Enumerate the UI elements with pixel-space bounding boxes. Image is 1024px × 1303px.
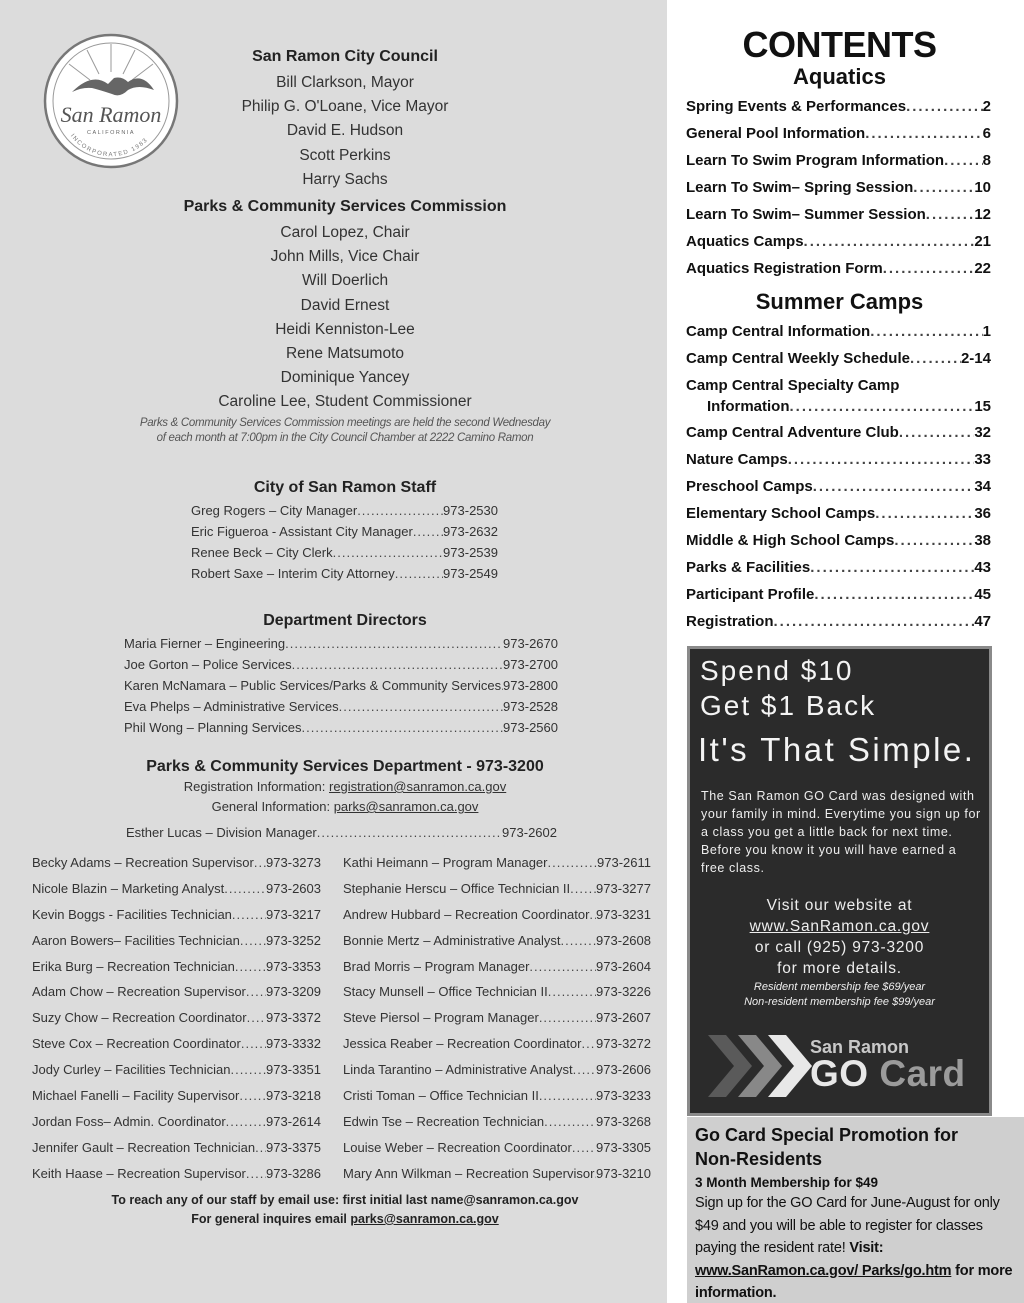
phone-number: 973-2528 (503, 699, 558, 714)
phone-number: 973-2604 (596, 958, 651, 974)
phone-number: 973-2800 (503, 678, 558, 693)
toc-entry[interactable] (686, 345, 991, 372)
dot-leader (224, 876, 266, 902)
phone-number: 973-3268 (596, 1113, 651, 1129)
commission-meeting-note (40, 416, 650, 446)
registration-label: Registration Information: (183, 779, 329, 794)
ad-line-1: Spend $10 (700, 655, 854, 686)
phone-number: 973-2539 (443, 545, 498, 560)
staff-name: Greg Rogers – City Manager (191, 503, 358, 518)
dot-leader (581, 1031, 596, 1057)
promo-body (695, 1192, 1016, 1303)
dot-leader (539, 1083, 596, 1109)
directory-row (343, 1083, 651, 1109)
directory-row (343, 1109, 651, 1135)
staff-name: Louise Weber – Recreation Coordinator (343, 1139, 572, 1155)
aquatics-title: Aquatics (793, 64, 886, 89)
directory-row (32, 1083, 321, 1109)
council-members (40, 71, 650, 192)
promo-body-text: Sign up for the GO Card for June-August for only $49 and you will be able to register for classes paying the resident rate! (695, 1195, 1000, 1256)
staff-name: Suzy Chow – Recreation Coordinator (32, 1010, 247, 1026)
council-member: Scott Perkins (299, 146, 391, 164)
toc-entry[interactable] (686, 147, 991, 174)
toc-page: 36 (974, 505, 991, 522)
directory-row (343, 1057, 651, 1083)
email-format-note: To reach any of our staff by email use: first initial last name@sanramon.ca.gov (111, 1193, 579, 1207)
staff-name: Stephanie Herscu – Office Technician II (343, 880, 571, 896)
toc-label: General Pool Information (686, 125, 866, 142)
staff-name: Mary Ann Wilkman – Recreation Supervisor (343, 1165, 595, 1181)
directory-row (32, 1135, 321, 1161)
toc-page: 21 (974, 233, 991, 250)
staff-name: Stacy Munsell – Office Technician II (343, 984, 548, 1000)
visit-text: Visit our website at (766, 897, 913, 914)
promo-subtitle: 3 Month Membership for $49 (695, 1175, 879, 1190)
general-email-link[interactable]: parks@sanramon.ca.gov (333, 799, 479, 814)
staff-name: Nicole Blazin – Marketing Analyst (32, 880, 225, 896)
toc-entry[interactable] (686, 608, 991, 635)
phone-number: 973-3375 (266, 1139, 321, 1155)
logo-go: GO (810, 1053, 869, 1094)
directory-row (343, 1005, 651, 1031)
phone-number: 973-3218 (266, 1088, 321, 1104)
toc-entry[interactable] (686, 581, 991, 608)
dot-leader (894, 527, 974, 554)
staff-name: Joe Gorton – Police Services (124, 657, 292, 672)
dot-leader (790, 396, 975, 417)
staff-name: Andrew Hubbard – Recreation Coordinator (343, 906, 590, 922)
resident-fee: Resident membership fee $69/year (753, 981, 926, 993)
commission-members (40, 221, 650, 415)
general-label: General Information: (211, 799, 334, 814)
staff-name: Erika Burg – Recreation Technician (32, 958, 235, 974)
dot-leader (247, 1005, 266, 1031)
dot-leader (774, 608, 975, 635)
council-member: Bill Clarkson, Mayor (276, 74, 414, 91)
dot-leader (875, 500, 974, 527)
commission-member: Dominique Yancey (280, 369, 410, 387)
toc-entry[interactable] (686, 93, 991, 120)
department-title: Parks & Community Services Department - 973-3200 (146, 758, 544, 775)
toc-page: 22 (974, 260, 991, 277)
toc-entry[interactable] (686, 174, 991, 201)
go-card-ad (687, 646, 992, 1116)
toc-label: Learn To Swim Program Information (686, 152, 945, 169)
toc-entry[interactable] (686, 473, 991, 500)
toc-entry[interactable] (686, 527, 991, 554)
phone-number: 973-2549 (443, 566, 498, 581)
staff-list (191, 500, 498, 584)
dot-leader (255, 1135, 266, 1161)
staff-name: Becky Adams – Recreation Supervisor (32, 855, 254, 870)
council-member: Harry Sachs (302, 170, 388, 188)
staff-name: Michael Fanelli – Facility Supervisor (32, 1088, 240, 1104)
toc-page: 1 (982, 323, 991, 340)
directory-row (343, 876, 651, 902)
staff-name: Karen McNamara – Public Services/Parks & Community Services (124, 678, 502, 693)
dot-leader (317, 825, 502, 840)
dot-leader (814, 581, 974, 608)
toc-entry[interactable] (686, 318, 991, 345)
toc-entry[interactable] (686, 446, 991, 473)
dot-leader (804, 228, 975, 255)
dot-leader (226, 1109, 266, 1135)
directors-list (124, 633, 558, 738)
phone-number: 973-2606 (596, 1062, 651, 1078)
svg-text:INCORPORATED 1983: INCORPORATED 1983 (68, 133, 150, 159)
toc-label: Aquatics Registration Form (686, 260, 883, 277)
department-contacts (40, 777, 650, 817)
dot-leader (285, 633, 503, 654)
toc-label: Camp Central Information (686, 323, 871, 340)
dot-leader (548, 979, 596, 1005)
promo-box (687, 1117, 1024, 1303)
staff-name: Bonnie Mertz – Administrative Analyst (343, 932, 561, 948)
staff-name: Jennifer Gault – Recreation Technician (32, 1139, 256, 1155)
dot-leader (572, 1135, 596, 1161)
dot-leader (292, 654, 503, 675)
toc-page: 10 (974, 179, 991, 196)
toc-page: 6 (982, 125, 991, 142)
commission-member: Will Doerlich (301, 272, 389, 290)
dot-leader (539, 1005, 596, 1031)
go-card-description: The San Ramon GO Card was designed with your family in mind. Everytime you sign up for a class you get a little back for next time. Before you know it you will have earned a free class. (701, 789, 981, 875)
go-card-logo-city: San Ramon (810, 1037, 910, 1057)
general-inquiries (40, 1212, 650, 1226)
toc-entry[interactable] (686, 228, 991, 255)
phone-number: 973-3252 (266, 932, 321, 948)
staff-name: Brad Morris – Program Manager (343, 958, 530, 974)
ad-line-3: It's That Simple. (698, 731, 976, 768)
promo-visit-label: Visit: (849, 1240, 884, 1256)
commission-member: John Mills, Vice Chair (270, 248, 420, 266)
toc-label: Learn To Swim– Summer Session (686, 206, 926, 223)
call-text: or call (925) 973-3200 (754, 939, 925, 956)
phone-number: 973-2530 (443, 503, 498, 518)
phone-number: 973-3231 (596, 906, 651, 922)
directory-row (191, 542, 498, 563)
staff-name: Maria Fierner – Engineering (124, 636, 286, 651)
directory-row (32, 1109, 321, 1135)
phone-number: 973-2607 (596, 1010, 651, 1026)
staff-name: Linda Tarantino – Administrative Analyst (343, 1062, 573, 1078)
phone-number: 973-2608 (596, 932, 651, 948)
contents-title: CONTENTS (742, 24, 937, 65)
camps-toc (686, 318, 991, 372)
toc-label: Participant Profile (686, 586, 815, 603)
specialty-camp-entry[interactable] (686, 375, 991, 417)
staff-name: Aaron Bowers– Facilities Technician (32, 932, 240, 948)
dot-leader (240, 928, 266, 954)
details-text: for more details. (777, 960, 902, 977)
toc-label: Elementary School Camps (686, 505, 876, 522)
phone-number: 973-3332 (266, 1036, 321, 1052)
phone-number: 973-3226 (596, 984, 651, 1000)
dot-leader (865, 120, 982, 147)
note-line: Parks & Community Services Commission meetings are held the second Wednesday (139, 417, 551, 429)
staff-name: Kevin Boggs - Facilities Technician (32, 906, 232, 922)
dot-leader (906, 93, 983, 120)
toc-entry[interactable] (686, 500, 991, 527)
staff-column-left (32, 850, 321, 1187)
phone-number: 973-3210 (596, 1165, 651, 1181)
toc-label: Learn To Swim– Spring Session (686, 179, 914, 196)
staff-name: Phil Wong – Planning Services (124, 720, 302, 735)
dot-leader (302, 717, 504, 738)
svg-text:CALIFORNIA: CALIFORNIA (86, 130, 136, 136)
directory-row (32, 1031, 321, 1057)
dot-leader (883, 255, 975, 282)
directory-row (126, 825, 557, 840)
directory-row (343, 1161, 651, 1187)
directory-row (343, 850, 651, 876)
toc-label: Nature Camps (686, 451, 788, 468)
staff-name: Eric Figueroa - Assistant City Manager (191, 524, 413, 539)
dot-leader (548, 850, 598, 876)
phone-number: 973-3305 (596, 1139, 651, 1155)
council-member: Philip G. O'Loane, Vice Mayor (241, 98, 449, 116)
general-info (40, 797, 650, 817)
phone-number: 973-3209 (266, 984, 321, 1000)
staff-name: Esther Lucas – Division Manager (126, 825, 317, 840)
toc-page: 33 (974, 451, 991, 468)
toc-label: Aquatics Camps (686, 233, 804, 250)
council-title: San Ramon City Council (252, 48, 438, 65)
toc-page: 32 (974, 424, 991, 441)
dot-leader (573, 1057, 596, 1083)
general-inquiries-label: For general inquires email (191, 1212, 351, 1226)
directory-row (124, 696, 558, 717)
directory-row (32, 928, 321, 954)
dot-leader (333, 542, 443, 563)
camps-toc-more (686, 419, 991, 635)
phone-number: 973-3277 (596, 880, 651, 896)
directory-row (124, 633, 558, 654)
staff-name: Jordan Foss– Admin. Coordinator (32, 1113, 226, 1129)
staff-name: Steve Piersol – Program Manager (343, 1010, 539, 1026)
toc-entry[interactable] (686, 120, 991, 147)
note-line: of each month at 7:00pm in the City Council Chamber at 2222 Camino Ramon (156, 432, 534, 444)
phone-number: 973-3353 (266, 958, 321, 974)
toc-entry[interactable] (686, 554, 991, 581)
toc-page: 45 (974, 586, 991, 603)
dot-leader (232, 902, 266, 928)
council-member: David E. Hudson (286, 122, 404, 140)
staff-name: Adam Chow – Recreation Supervisor (32, 984, 246, 1000)
phone-number: 973-2614 (266, 1113, 321, 1129)
phone-number: 973-2632 (443, 524, 498, 539)
phone-number: 973-2670 (503, 636, 558, 651)
phone-number: 973-3286 (266, 1165, 321, 1181)
toc-page: 43 (974, 559, 991, 576)
dot-leader (230, 1057, 266, 1083)
toc-page: 8 (982, 152, 991, 169)
directory-row (191, 563, 498, 584)
staff-name: Eva Phelps – Administrative Services (124, 699, 339, 714)
phone-number: 973-2603 (266, 880, 321, 896)
aquatics-toc (686, 93, 991, 282)
dot-leader (239, 1083, 266, 1109)
phone-number: 973-3217 (266, 906, 321, 922)
phone-number: 973-2611 (597, 855, 651, 870)
directory-row (124, 654, 558, 675)
dot-leader (246, 1161, 266, 1187)
staff-name: Steve Cox – Recreation Coordinator (32, 1036, 241, 1052)
promo-link[interactable]: www.SanRamon.ca.gov/ Parks/go.htm (695, 1262, 952, 1279)
directory-row (32, 1057, 321, 1083)
toc-entry[interactable] (686, 255, 991, 282)
toc-page: 47 (974, 613, 991, 630)
staff-name: Renee Beck – City Clerk (191, 545, 333, 560)
dot-leader (529, 954, 596, 980)
dot-leader (254, 850, 266, 876)
toc-label: Spring Events & Performances (686, 98, 907, 115)
directory-row (32, 850, 321, 876)
toc-label: Registration (686, 613, 774, 630)
directory-row (343, 979, 651, 1005)
toc-label: Camp Central Adventure Club (686, 424, 899, 441)
directory-row (32, 979, 321, 1005)
toc-page: 2 (982, 98, 991, 115)
directory-row (191, 500, 498, 521)
toc-label: Camp Central Weekly Schedule (686, 350, 910, 367)
staff-name: Robert Saxe – Interim City Attorney (191, 566, 395, 581)
commission-member: Rene Matsumoto (285, 345, 405, 363)
directory-row (32, 902, 321, 928)
staff-title: City of San Ramon Staff (253, 479, 437, 496)
promo-title-line: Go Card Special Promotion for (695, 1125, 959, 1145)
contents-panel (667, 0, 1024, 1303)
dot-leader (870, 318, 982, 345)
directory-row (191, 521, 498, 542)
phone-number: 973-3372 (266, 1010, 321, 1026)
toc-page: 34 (974, 478, 991, 495)
website-link[interactable] (690, 916, 989, 937)
dot-leader (235, 954, 266, 980)
dot-leader (246, 979, 266, 1005)
go-card-logo-wordmark (810, 1053, 966, 1095)
dot-leader (926, 201, 975, 228)
dot-leader (913, 174, 974, 201)
directory-row (124, 717, 558, 738)
dot-leader (788, 446, 975, 473)
summer-camps-title: Summer Camps (755, 289, 924, 314)
registration-email-link[interactable]: registration@sanramon.ca.gov (329, 779, 507, 794)
dot-leader (357, 500, 443, 521)
toc-label: Middle & High School Camps (686, 532, 895, 549)
toc-page: 2-14 (960, 350, 991, 367)
staff-name: Cristi Toman – Office Technician II (343, 1088, 539, 1104)
toc-page: 15 (974, 398, 991, 415)
phone-number: 973-3233 (596, 1088, 651, 1104)
division-manager (126, 825, 557, 840)
toc-label: Camp Central Specialty Camp (686, 377, 900, 394)
dot-leader (544, 1109, 596, 1135)
staff-name: Kathi Heimann – Program Manager (343, 855, 548, 870)
website-url[interactable]: www.SanRamon.ca.gov (749, 918, 930, 935)
directory-row (343, 1031, 651, 1057)
directors-title: Department Directors (263, 612, 427, 629)
commission-member: David Ernest (300, 296, 390, 314)
registration-info (40, 777, 650, 797)
dot-leader (813, 473, 975, 500)
phone-number: 973-2560 (503, 720, 558, 735)
directory-row (343, 954, 651, 980)
staff-name: Edwin Tse – Recreation Technician (343, 1113, 545, 1129)
dot-leader (561, 928, 597, 954)
staff-name: Keith Haase – Recreation Supervisor (32, 1165, 246, 1181)
toc-label: Information (707, 398, 790, 415)
commission-member: Carol Lopez, Chair (280, 224, 410, 241)
ad-line-2: Get $1 Back (700, 690, 877, 721)
phone-number: 973-3273 (266, 855, 321, 870)
directory-row (32, 876, 321, 902)
dot-leader (570, 876, 596, 902)
toc-label: Preschool Camps (686, 478, 813, 495)
dot-leader (944, 147, 983, 174)
svg-text:San Ramon: San Ramon (60, 102, 162, 127)
toc-entry (686, 396, 991, 417)
promo-title (695, 1123, 1016, 1171)
toc-page: 12 (974, 206, 991, 223)
toc-page: 38 (974, 532, 991, 549)
dot-leader (589, 902, 596, 928)
directory-row (343, 1135, 651, 1161)
phone-number: 973-2700 (503, 657, 558, 672)
phone-number: 973-3351 (266, 1062, 321, 1078)
directory-row (32, 1161, 321, 1187)
logo-card: Card (868, 1053, 966, 1094)
general-inquiries-link[interactable]: parks@sanramon.ca.gov (350, 1212, 499, 1226)
directory-row (343, 902, 651, 928)
dot-leader (413, 521, 443, 542)
toc-entry[interactable] (686, 201, 991, 228)
dot-leader (241, 1031, 266, 1057)
directory-row (343, 928, 651, 954)
phone-number: 973-2602 (502, 825, 557, 840)
dot-leader (339, 696, 503, 717)
directory-row (32, 954, 321, 980)
commission-member: Caroline Lee, Student Commissioner (218, 393, 472, 411)
directory-row (124, 675, 558, 696)
promo-title-line: Non-Residents (695, 1149, 823, 1169)
staff-column-right (343, 850, 651, 1187)
toc-entry[interactable] (686, 419, 991, 446)
dot-leader (395, 563, 443, 584)
staff-name: Jessica Reaber – Recreation Coordinator (343, 1036, 582, 1052)
dot-leader (899, 419, 975, 446)
staff-name: Jody Curley – Facilities Technician (32, 1062, 231, 1078)
commission-member: Heidi Kenniston-Lee (275, 320, 415, 338)
nonresident-fee: Non-resident membership fee $99/year (744, 996, 935, 1008)
phone-number: 973-3272 (596, 1036, 651, 1052)
commission-title: Parks & Community Services Commission (183, 198, 507, 215)
dot-leader (910, 345, 961, 372)
directory-row (32, 1005, 321, 1031)
toc-label: Parks & Facilities (686, 559, 811, 576)
promo-tail: for more information. (695, 1262, 1013, 1301)
dot-leader (810, 554, 974, 581)
